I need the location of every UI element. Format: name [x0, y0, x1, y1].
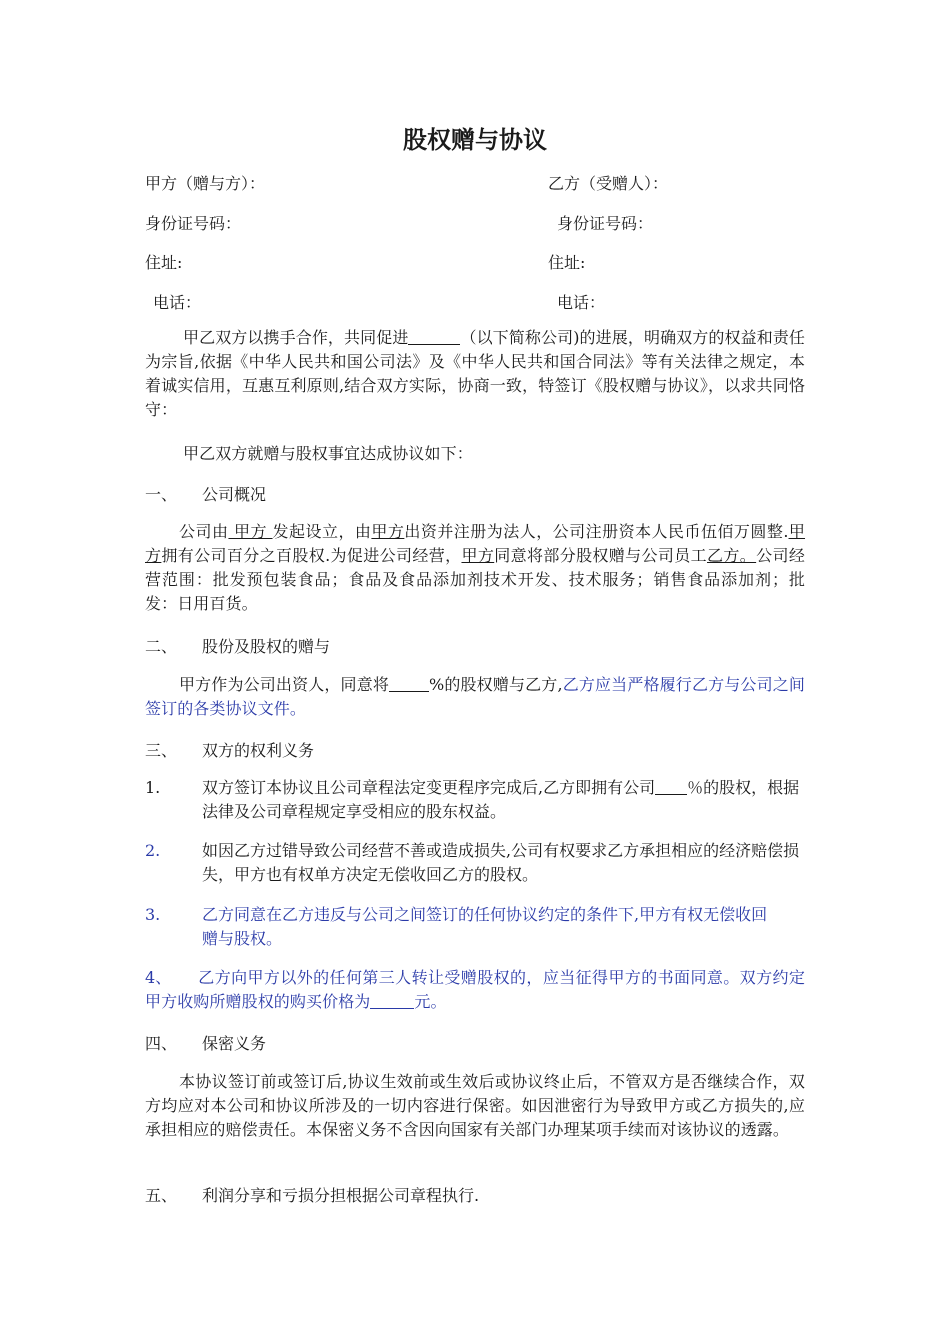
item-4-text-b: 元。: [414, 992, 447, 1011]
s1-text: 出资并注册为法人，公司注册资本人民币伍佰万圆整.: [404, 522, 789, 541]
s1-text: 公司经营范围：批发预包装食品；食品及食品添加剂技术开发、技术服务；销售食品添加剂；批发：日用百货。: [145, 546, 805, 613]
party-b-ref: 乙方。: [707, 546, 757, 565]
section-5-title: 利润分享和亏损分担根据公司章程执行.: [202, 1186, 480, 1205]
party-a-ref: 甲方: [371, 522, 405, 541]
percent-blank: [655, 778, 687, 795]
address-label-b: 住址:: [548, 253, 586, 272]
intro-paragraph: [145, 326, 805, 422]
party-a-ref: 甲方: [461, 546, 495, 565]
phone-row: [145, 290, 825, 314]
section-5-number: 五、: [145, 1186, 178, 1205]
section-3-heading: [145, 738, 314, 761]
party-a-ref: 甲方: [228, 522, 273, 541]
item-2-text: 如因乙方过错导致公司经营不善或造成损失,公司有权要求乙方承担相应的经济赔偿损失，甲方也有权单方决定无偿收回乙方的股权。: [202, 841, 800, 884]
item-4-text: 乙方向甲方以外的任何第三人转让受赠股权的，应当征得甲方的书面同意。双方约定甲方收购所赠股权的购买价格为: [145, 968, 805, 1011]
item-3-text: 乙方同意在乙方违反与公司之间签订的任何协议约定的条件下,甲方有权无偿收回赠与股权。: [202, 905, 768, 948]
section-2-heading: [145, 634, 330, 657]
intro-text-1: 甲乙双方以携手合作，共同促进: [183, 328, 409, 347]
section-4-number: 四、: [145, 1034, 178, 1053]
document-title: 股权赠与协议: [403, 126, 547, 154]
section-4-heading: [145, 1031, 266, 1054]
section-5-heading: [145, 1183, 479, 1206]
price-blank: [370, 992, 414, 1009]
phone-label-a: 电话：: [153, 293, 202, 312]
address-row: [145, 250, 825, 274]
s1-text: 公司由: [179, 522, 229, 541]
section-1-heading: [145, 482, 266, 505]
party-a-ref: 甲方: [145, 522, 806, 565]
address-label-a: 住址:: [145, 253, 183, 272]
item-2-number: 2.: [145, 841, 161, 860]
section-1-title: 公司概况: [202, 485, 267, 504]
section-2-body: [145, 673, 805, 721]
intro-text-2: （以下简称公司)的进展，明确双方的权益和责任为宗旨,依据《中华人民共和国公司法》及《中华人民共和国合同法》等有关法律之规定，本着诚实信用，互惠互利原则,结合双方实际，协商一致，特签订《股权赠与协议》，以求共同恪守：: [145, 328, 805, 419]
section-3-number: 三、: [145, 741, 178, 760]
party-a-label: 甲方（赠与方）：: [145, 174, 266, 193]
section-2-number: 二、: [145, 637, 178, 656]
section-4-title: 保密义务: [202, 1034, 267, 1053]
list-item: [145, 966, 805, 1014]
section-4-body: 本协议签订前或签订后,协议生效前或生效后或协议终止后，不管双方是否继续合作，双方均应对本公司和协议所涉及的一切内容进行保密。如因泄密行为导致甲方或乙方损失的,应承担相应的赔偿责任。本保密义务不含因向国家有关部门办理某项手续而对该协议的透露。: [145, 1072, 805, 1139]
percent-blank: [389, 675, 429, 692]
phone-label-b: 电话：: [557, 293, 606, 312]
item-3-number: 3.: [145, 905, 161, 924]
party-row: [145, 171, 825, 195]
s2-text: 甲方作为公司出资人，同意将: [179, 675, 390, 694]
party-b-label: 乙方（受赠人）：: [548, 174, 669, 193]
agreement-lead: 甲乙双方就赠与股权事宜达成协议如下：: [183, 444, 473, 463]
section-3-title: 双方的权利义务: [202, 741, 315, 760]
item-1-text: [202, 776, 802, 824]
id-label-a: 身份证号码：: [145, 214, 242, 233]
item-4-number: 4、: [145, 968, 172, 987]
section-1-body: [145, 520, 805, 616]
s2-text: %的股权赠与乙方,: [429, 675, 563, 694]
item-1-text-a: 双方签订本协议且公司章程法定变更程序完成后,乙方即拥有公司: [202, 778, 656, 797]
item-1-number: 1.: [145, 778, 161, 797]
s1-text: 同意将部分股权赠与公司员工: [494, 546, 708, 565]
id-label-b: 身份证号码：: [557, 214, 654, 233]
company-name-blank: [408, 328, 460, 345]
item-1-text-b: ％的股权，根据法律及公司章程规定享受相应的股东权益。: [202, 778, 800, 821]
s1-text: 发起设立，由: [272, 522, 372, 541]
section-1-number: 一、: [145, 485, 178, 504]
s1-text: 拥有公司百分之百股权.为促进公司经营，: [161, 546, 462, 565]
section-2-title: 股份及股权的赠与: [202, 637, 331, 656]
s2-blue-text: 乙方应当严格履行乙方与公司之间签订的各类协议文件。: [145, 675, 805, 718]
id-row: [145, 211, 825, 235]
